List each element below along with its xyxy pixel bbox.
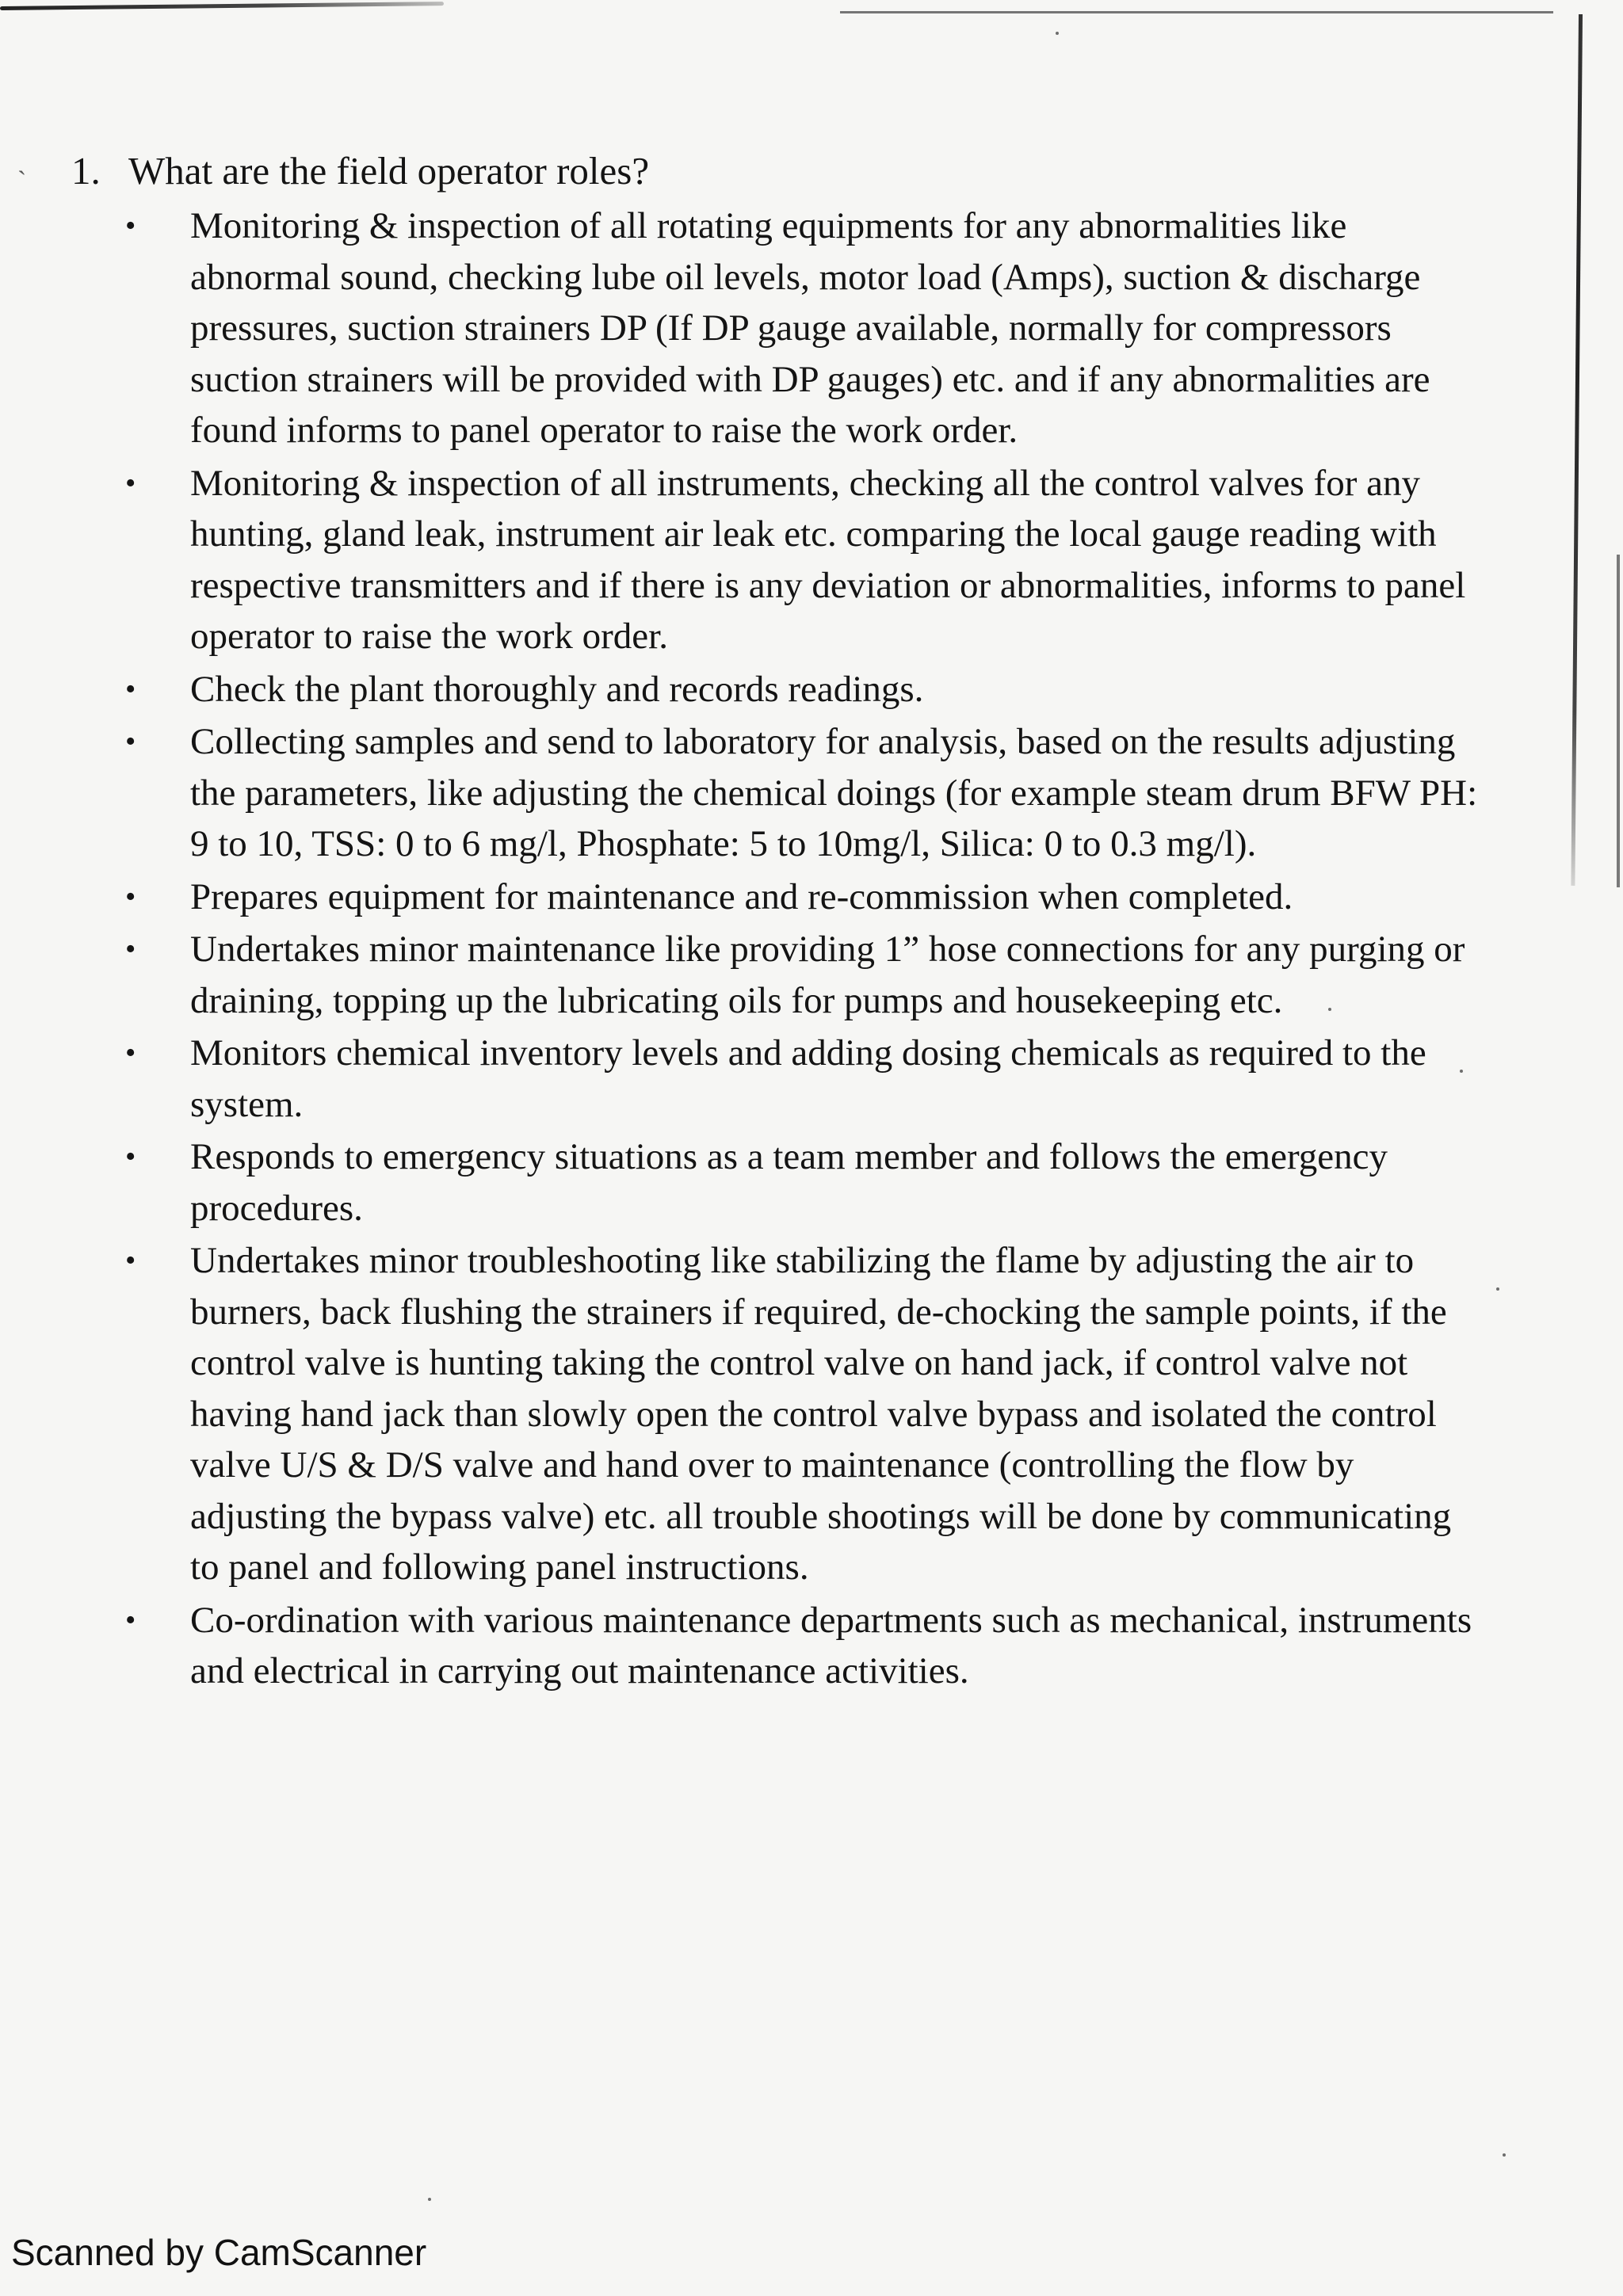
bullet-icon: • [125,725,136,758]
question-number: 1. [71,149,101,193]
list-item-text: Check the plant thoroughly and records readings. [190,668,924,710]
scan-edge-line-top-left [0,2,444,10]
list-item-text: Undertakes minor troubleshooting like stabilizing the flame by adjusting the air to burners, back flushing the strainers if required, de-chocking the sample points, if the control valve is hunting taking the control valve on hand jack, if control valve not having hand jack than slowly open the control valve bypass and isolated the control valve U/S & D/S valve and hand over to maintenance (controlling the flow by adjusting the bypass valve) etc. all trouble shootings will be done by communicating to panel and following panel instructions. [190,1240,1452,1588]
list-item-text: Collecting samples and send to laboratory for analysis, based on the results adjusting the parameters, like adjusting the chemical doings (for example steam drum BFW PH: 9 to 10, TSS: 0 to 6 mg/l, Phosphate: 5 to 10mg/l, Silica: 0 to 0.3 mg/l). [190,721,1478,864]
scan-edge-line-top-right [840,11,1553,13]
list-item-text: Monitoring & inspection of all instruments, checking all the control valves for any hunting, gland leak, instrument air leak etc. comparing the local gauge reading with respective transmitters and if there is any deviation or abnormalities, informs to panel operator to raise the work order. [190,462,1466,657]
question-text: What are the field operator roles? [128,149,650,193]
scan-speck [1056,32,1059,35]
list-item-text: Undertakes minor maintenance like providing 1” hose connections for any purging or draining, topping up the lubricating oils for pumps and housekeeping etc. [190,929,1465,1021]
list-item-text: Monitoring & inspection of all rotating equipments for any abnormalities like abnormal sound, checking lube oil levels, motor load (Amps), suction & discharge pressures, suction strainers DP (If DP gauge available, normally for compressors suction strainers will be provided with DP gauges) etc. and if any abnormalities are found informs to panel operator to raise the work order. [190,205,1430,451]
scan-speck [428,2198,431,2201]
field-operator-roles-list [71,200,1514,1697]
question-heading [71,147,1514,196]
list-item-text: Responds to emergency situations as a team member and follows the emergency procedures. [190,1136,1388,1229]
list-item [125,664,1482,715]
scan-edge-right [1571,14,1583,886]
scan-tick-mark: ˋ [17,166,27,196]
list-item-text: Co-ordination with various maintenance departments such as mechanical, instruments and electrical in carrying out maintenance activities. [190,1599,1472,1691]
bullet-icon: • [125,879,136,913]
bullet-icon: • [125,1140,136,1173]
bullet-icon: • [125,209,136,242]
scan-speck [1503,2153,1506,2157]
document-page [71,147,1514,1699]
bullet-icon: • [125,1603,136,1637]
bullet-icon: • [125,1244,136,1277]
bullet-icon: • [125,466,136,500]
bullet-icon: • [125,933,136,966]
list-item [125,1028,1482,1130]
list-item [125,871,1482,923]
scanner-watermark: Scanned by CamScanner [11,2232,427,2273]
list-item [125,1131,1482,1234]
list-item [125,1235,1482,1593]
scan-edge-right-lower [1617,555,1620,887]
list-item [125,716,1482,870]
bullet-icon: • [125,1036,136,1070]
list-item [125,458,1482,662]
list-item-text: Prepares equipment for maintenance and re-commission when completed. [190,875,1293,917]
list-item [125,200,1482,456]
list-item-text: Monitors chemical inventory levels and adding dosing chemicals as required to the system. [190,1032,1426,1125]
list-item [125,1595,1482,1697]
list-item [125,924,1482,1026]
bullet-icon: • [125,672,136,706]
